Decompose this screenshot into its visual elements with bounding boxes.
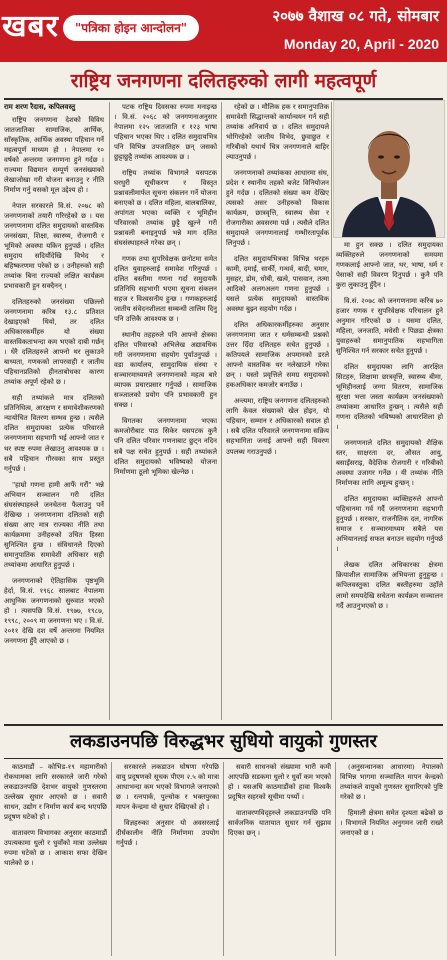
second-article-column-1 bbox=[4, 762, 107, 956]
column-divider bbox=[111, 762, 112, 956]
article-column-1 bbox=[4, 102, 104, 720]
masthead bbox=[0, 0, 447, 62]
article-paragraph: अन्त्यमा, राष्ट्रिय जनगणना दलितहरुको लागि केवल संख्याको खेल होइन, यो पहिचान, सम्मान र अधिकारको सवाल हो । सबै दलित परिवारले जनगणनामा सक्रिय सहभागिता जनाई आफ्नो सही विवरण उपलब्ध गराउनुपर्छ । bbox=[226, 397, 329, 456]
article-paragraph: हिमाली क्षेत्रमा समेत दृश्यता बढेको छ । विभागले नियमित अनुगमन जारी राख्ने जनाएको छ । bbox=[340, 809, 443, 838]
second-article-column-4 bbox=[340, 762, 443, 956]
author-portrait-image bbox=[334, 101, 444, 237]
column-divider bbox=[109, 102, 110, 720]
second-article-headline: लकडाउनपछि विरुद्धभर सुधियो वायुको गुणस्तर bbox=[4, 724, 443, 759]
article-paragraph: दलित समुदायका लागि आरक्षित सिटहरु, शिक्षामा छात्रवृत्ति, स्वास्थ्य बीमा, भूमिहीनलाई जग्गा वितरण, सामाजिक सुरक्षा भत्ता जस्ता कार्यक्रम जनसंख्याको तथ्यांकमा आधारित हुन्छन् । त्यसैले सही गणना दलितको भविष्यको आधारशिला हो । bbox=[336, 363, 443, 432]
article-paragraph: जनगणनाको तथ्यांकका आधारमा संघ, प्रदेश र स्थानीय तहको बजेट विनियोजन हुने गर्दछ । दलितको संख्या कम देखिए त्यसको असर उनीहरुको विकास कार्यक्रम, छात्रवृत्ति, स्वास्थ्य सेवा र रोजगारीका अवसरमा पर्छ । त्यसैले दलित समुदायले जनगणनालाई गम्भीरतापूर्वक लिनुपर्छ । bbox=[226, 169, 329, 248]
article-paragraph: नेपाल सरकारले वि.सं. २०७८ को जनगणनाको तयारी गरिरहेको छ । यस जनगणनामा दलित समुदायको वास्तविक जनसंख्या, शिक्षा, स्वास्थ्य, रोजगारी र भूमिको अवस्था यकिन हुनुपर्छ । दलित समुदाय सदियौंदेखि विभेद र बहिष्करणमा परेको छ । उनीहरुको सही तथ्यांक बिना राज्यको लक्षित कार्यक्रम प्रभावकारी हुन सक्दैनन् । bbox=[4, 202, 104, 291]
article-paragraph: जनगणनाको ऐतिहासिक पृष्ठभूमि हेर्दा, वि.सं. १९६८ सालबाट नेपालमा आधुनिक जनगणनाको सुरुवात भएको हो । त्यसपछि वि.सं. १९७७, १९८७, १९९८, २००९ मा जनगणना भए । वि.सं. २०११ देखि दश वर्षे अन्तरमा नियमित जनगणना हुँदै आएको छ । bbox=[4, 576, 104, 645]
article-paragraph: रहेको छ । मौलिक हक र समानुपातिक समावेशी सिद्धान्तको कार्यान्वयन गर्न सही तथ्यांक अनिवार्य छ । दलित समुदायले भोगिरहेको जातीय विभेद, छुवाछुत र गरिबीको यथार्थ चित्र जनगणनाले बाहिर ल्याउनुपर्छ । bbox=[226, 103, 329, 162]
newspaper-slogan: "पत्रिका होइन आन्दोलन" bbox=[63, 15, 199, 41]
column-divider bbox=[335, 762, 336, 956]
article-paragraph: दलितहरुको जनसंख्या पछिल्लो जनगणनामा करिब १३.८ प्रतिशत देखाइएको थियो, तर दलित अधिकारकर्मीहरु यो संख्या वास्तविकताभन्दा कम भएको दाबी गर्छन् । धेरै दलितहरुले आफ्नो थर लुकाउने बाध्यता, गणकको लापरवाही र जातीय पहिचानप्रतिको हीनताबोधका कारण तथ्यांक अपूर्ण रहेको छ । bbox=[4, 298, 104, 387]
article-paragraph: सही तथ्यांकले मात्र दलितको प्रतिनिधित्व, आरक्षण र समावेशीकरणको न्यायोचित वितरण सम्भव हुन्छ । त्यसैले दलित समुदायका प्रत्येक परिवारले जनगणनामा सहभागी भई आफ्नो जात र थर स्पष्ट रुपमा लेखाउनु आवश्यक छ । सबै पहिचान गौरवका साथ प्रस्तुत गर्नुपर्छ । bbox=[4, 394, 104, 473]
article-paragraph: वातावरण विभागका अनुसार काठमाडौं उपत्यकामा धुलो र धुवाँको मात्रा उल्लेख्य रुपमा घटेको छ । आकाश सफा देखिन थालेको छ । bbox=[4, 829, 107, 868]
article-paragraph: विज्ञहरुका अनुसार यो अवसरलाई दीर्घकालीन नीति निर्माणमा उपयोग गर्नुपर्छ । bbox=[116, 819, 219, 848]
article-paragraph: वातावरणविद्हरुले लकडाउनपछि पनि सार्वजनिक यातायात सुधार गर्न सुझाव दिएका छन् । bbox=[228, 809, 331, 838]
author-photo bbox=[333, 100, 445, 238]
column-divider bbox=[221, 102, 222, 720]
article-paragraph: "हाम्रो गणना हामी आफैं गरौं" भन्ने अभियान सञ्चालन गरी दलित संघसंस्थाहरुले जनचेतना फैलाउनु पर्ने देखिन्छ । जनगणनामा दलितको सही संख्या आए मात्र राज्यका नीति तथा कार्यक्रममा उनीहरुको उचित हिस्सा सुनिश्चित हुन्छ । संविधानले दिएको समानुपातिक समावेशी अधिकार सही तथ्यांकमा आधारित हुनुपर्छ । bbox=[4, 480, 104, 569]
article-column-2 bbox=[114, 102, 217, 720]
article-byline: राम शरण रैदास, कपिलवस्तु bbox=[4, 103, 76, 111]
article-paragraph: स्थानीय तहहरुले पनि आफ्नो क्षेत्रका दलित परिवारको अभिलेख अद्यावधिक गरी जनगणनामा सहयोग पुर्याउनुपर्छ । वडा कार्यालय, सामुदायिक संस्था र सञ्चारमाध्यमले जनगणनाको महत्व बारे व्यापक प्रचारप्रसार गर्नुपर्छ । सामाजिक सञ्जालको प्रयोग पनि प्रभावकारी हुन सक्छ । bbox=[114, 331, 217, 410]
article-column-4 bbox=[336, 240, 443, 720]
column-divider bbox=[223, 762, 224, 956]
article-headline: राष्ट्रिय जनगणना दलितहरुको लागी महत्वपूर्ण bbox=[70, 70, 377, 92]
date-nepali: २०७७ वैशाख ०८ गते, सोमबार bbox=[272, 7, 439, 25]
article-paragraph: जनगणनाले दलित समुदायको शैक्षिक स्तर, साक्षरता दर, औसत आयु, बसाइँसराइ, वैदेशिक रोजगारी र गरिबीको अवस्था उजागर गर्नेछ । यी तथ्यांक नीति निर्माणका लागि अमूल्य हुन्छन् । bbox=[336, 439, 443, 488]
second-article-column-2 bbox=[116, 762, 219, 956]
article-paragraph: काठमाडौं – कोभिड-१९ महामारीको रोकथामका लागि सरकारले जारी गरेको लकडाउनपछि देशभर वायुको गुणस्तरमा उल्लेख्य सुधार आएको छ । सवारी साधन, उद्योग र निर्माण कार्य बन्द भएपछि प्रदूषण घटेको हो । bbox=[4, 763, 107, 822]
date-english: Monday 20, April - 2020 bbox=[283, 36, 439, 52]
article-paragraph: (अनुसन्धानका आधारमा) नेपालको विभिन्न भागमा सञ्चालित मापन केन्द्रको तथ्यांकले वायुको गुणस्तर सुधारिएको पुष्टि गरेको छ । bbox=[340, 763, 443, 802]
article-paragraph: सरकारले लकडाउन घोषणा गरेपछि वायु प्रदूषणको सूचक पीएम २.५ को मात्रा आधाभन्दा कम भएको विभागले जनाएको छ । रत्नपार्क, पुल्चोक र भक्तपुरका मापन केन्द्रमा यो सुधार देखिएको हो । bbox=[116, 763, 219, 812]
article-paragraph: लेखक दलित अधिकारका क्षेत्रमा क्रियाशील सामाजिक अभियन्ता हुनुहुन्छ । कपिलवस्तुका दलित बस्तीहरुमा उहाँले लामो समयदेखि सचेतना कार्यक्रम सञ्चालन गर्दै आउनुभएको छ । bbox=[336, 561, 443, 610]
column-divider bbox=[331, 102, 332, 720]
article-paragraph: मा हुन सक्छ । दलित समुदायका व्यक्तिहरुले जनगणनाको समयमा गणकलाई आफ्नो जात, थर, भाषा, धर्म र पेसाको सही विवरण दिनुपर्छ । कुनै पनि कुरा लुकाउनु हुँदैन । bbox=[336, 241, 443, 290]
article-paragraph: राष्ट्रिय जनगणना देशको विविध जातजातिका सामाजिक, आर्थिक, साँस्कृतिक, आर्थिक अवस्था पहिचान गर्ने महत्वपूर्ण माध्यम हो । नेपालमा १० वर्षको अन्तरमा जनगणना हुने गर्दछ । राज्यमा विद्यमान सम्पूर्ण जनसंख्याको लेखाजोखा गरी योजना बनाउनु र नीति निर्माण गर्नु यसको मूल उद्देश्य हो । bbox=[4, 116, 104, 195]
article-paragraph: दलित अधिकारकर्मीहरुका अनुसार जनगणनामा जात र धर्मसम्बन्धी प्रश्नको उत्तर दिँदा दलितहरु सचेत हुनुपर्छ । कतिपयले सामाजिक अपमानको डरले आफ्नो वास्तविक थर नलेखाउने गरेका छन् । यस्तो प्रवृत्तिले समग्र समुदायको हकअधिकार कमजोर बनाउँछ । bbox=[226, 321, 329, 390]
article-paragraph: दलित समुदायका व्यक्तिहरुले आफ्नो पहिचानमा गर्व गर्दै जनगणनामा सहभागी हुनुपर्छ । सरकार, राजनीतिक दल, नागरिक समाज र सञ्चारमाध्यम सबैले यस अभियानलाई सफल बनाउन सहयोग गर्नुपर्छ । bbox=[336, 495, 443, 554]
article-paragraph: पटक राष्ट्रिय दिवसका रुपमा मनाइन्छ । वि.सं. २०६८ को जनगणनाअनुसार नेपालमा १२५ जातजाति र १२३ भाषा पहिचान भएका थिए । दलित समुदायभित्र पनि विभिन्न उपजातिहरु छन् जसको छुट्टाछुट्टै तथ्यांक आवश्यक छ । bbox=[114, 103, 217, 162]
article-paragraph: सवारी साधनको संख्यामा भारी कमी आएपछि सडकमा धुलो र धुवाँ कम भएको हो । यसअघि काठमाडौंको हावा विश्वकै प्रदूषित सहरको सूचीमा पर्थ्यो । bbox=[228, 763, 331, 802]
article-paragraph: राष्ट्रिय तथ्यांक विभागले यसपटक घरधुरी सूचीकरण र विस्तृत प्रश्नावलीमार्फत सूचना संकलन गर्ने योजना बनाएको छ । दलित महिला, बालबालिका, अपांगता भएका व्यक्ति र भूमिहीन परिवारको तथ्यांक छुट्टै खुल्ने गरी प्रश्नावली बनाइनुपर्छ भन्ने माग दलित संघसंस्थाहरुले गरेका छन् । bbox=[114, 169, 217, 248]
article-paragraph: विगतका जनगणनामा भएका कमजोरीबाट पाठ सिकेर यसपटक कुनै पनि दलित परिवार गणनाबाट छुट्न नदिन सबै पक्ष सचेत हुनुपर्छ । सही तथ्यांकले दलित समुदायको भविष्यको योजना निर्माणमा ठूलो भूमिका खेल्नेछ । bbox=[114, 417, 217, 476]
article-column-3 bbox=[226, 102, 329, 720]
article-paragraph: दलित समुदायभित्रका विभिन्न थरहरु कामी, दमाई, सार्की, गन्धर्व, बादी, चमार, मुसहर, डोम, धोबी, खत्वे, पासवान, तत्मा आदिको अलगअलग गणना हुनुपर्छ । यसले प्रत्येक समुदायको वास्तविक अवस्था बुझ्न सहयोग गर्दछ । bbox=[226, 255, 329, 314]
article-paragraph: वि.सं. २०७८ को जनगणनामा करिब ७० हजार गणक र सुपरिवेक्षक परिचालन हुने अनुमान गरिएको छ । यसमा दलित, महिला, जनजाति, मधेसी र पिछडा क्षेत्रका युवाहरुको समानुपातिक सहभागिता सुनिश्चित गर्न सरकार सचेत हुनुपर्छ । bbox=[336, 297, 443, 356]
second-article-column-3 bbox=[228, 762, 331, 956]
article-paragraph: गणक तथा सुपरिवेक्षक छनोटमा समेत दलित युवाहरुलाई समावेश गरिनुपर्छ । दलित बस्तीमा गणना गर्दा समुदायकै प्रतिनिधि सहभागी भएमा सूचना संकलन सहज र विश्वसनीय हुन्छ । गणकहरुलाई जातीय संवेदनशीलता सम्बन्धी तालिम दिनु पनि उत्तिकै आवश्यक छ । bbox=[114, 255, 217, 324]
newspaper-brand: खबर bbox=[2, 9, 59, 44]
